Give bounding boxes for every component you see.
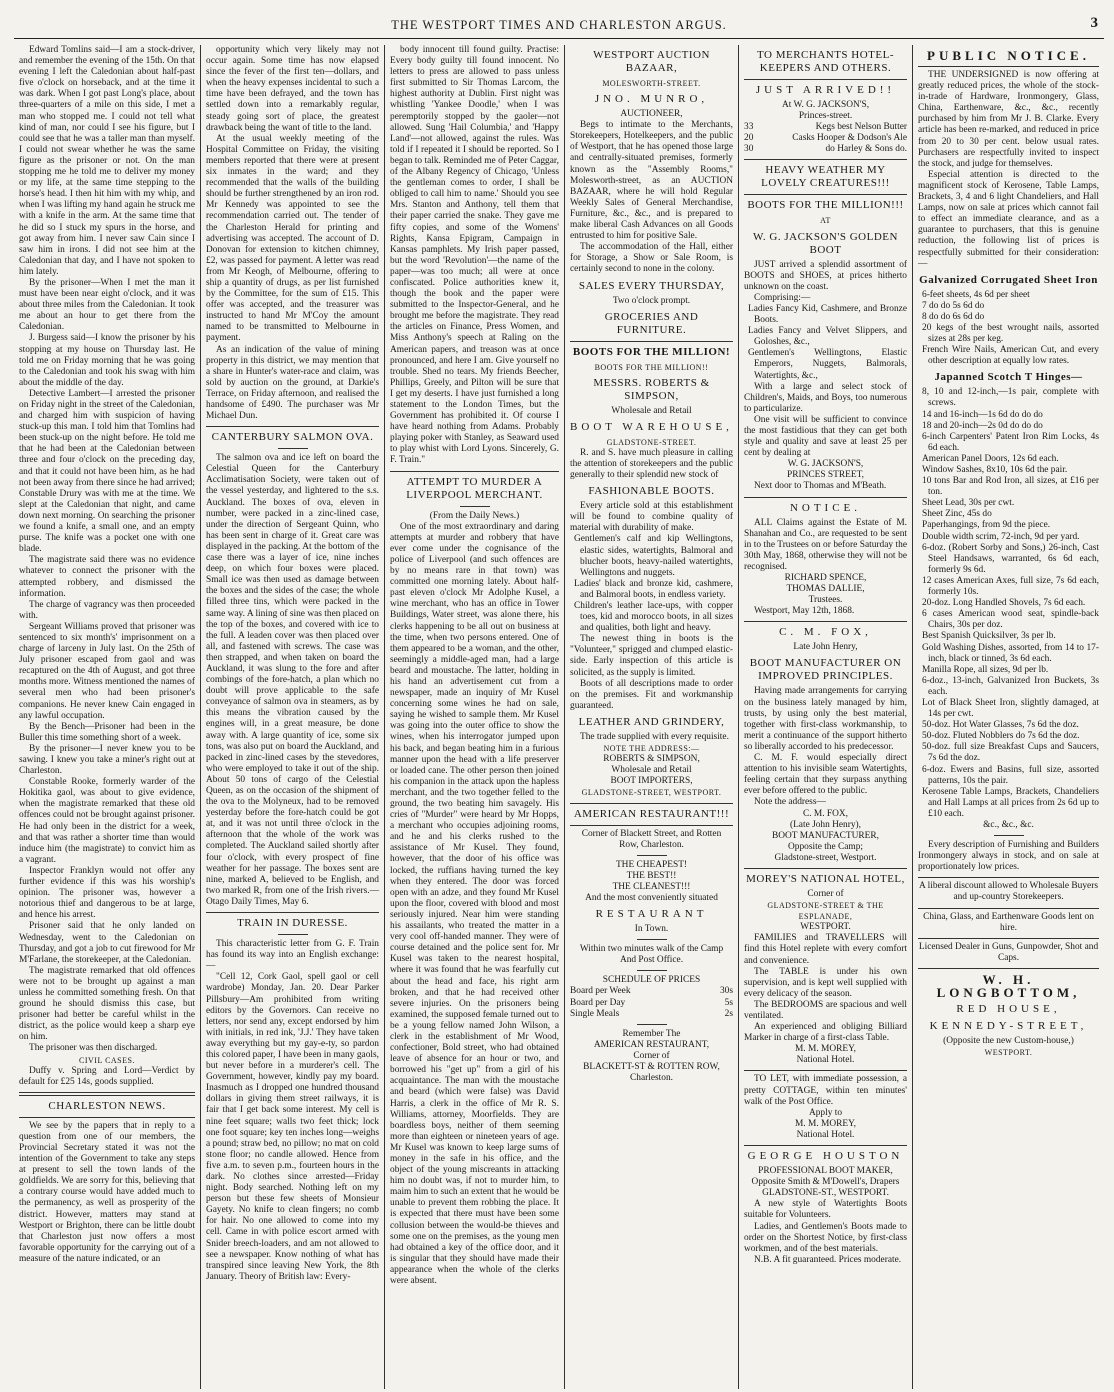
ad-line: A liberal discount allowed to Wholesale Buyers and up-country Storekeepers. (919, 881, 1098, 903)
ad-body: The accommodation of the Hall, either for Storage, a Show or Sale Room, is certainly second to none in the colony. (570, 242, 733, 275)
column-6 (912, 45, 1104, 1389)
ad-body: ALL Claims against the Estate of M. Shanahan and Co., are requested to be sent in to the Trustees on or before Saturday the 30th May, 1868, otherwise they will not be recognised. (744, 517, 907, 572)
paragraph: opportunity which very likely may not occur again. Some time has now elapsed since the fever of the first ten—dollars, and when the heavy expenses incidental to such a time have been defrayed, and the town has settled down into a remarkably regular, steady going sort of place, the greatest drawback being the want of title to the land. (206, 45, 379, 133)
ad-body: The newest thing in boots is the "Volunteer," sprigged and clumped elastic-side. Early inspection of this article is solicited, as the supply is limited. (570, 634, 733, 678)
divider (637, 855, 667, 856)
ad-body: Westport, May 12th, 1868. (754, 606, 855, 617)
ad-line: W. G. JACKSON'S, (787, 459, 864, 470)
divider (744, 1145, 907, 1146)
ad-line: THOMAS DALLIE, (786, 584, 865, 595)
ad-body: R. and S. have much pleasure in calling the attention of storekeepers and the public generally to their splendid new stock of (570, 447, 733, 481)
ad-line: M. M. MOREY, (794, 1044, 857, 1055)
ad-line: GLADSTONE-STREET & THE ESPLANADE, (767, 901, 884, 922)
column-4 (564, 45, 738, 1389)
ad-line: ROBERTS & SIMPSON, (603, 754, 700, 765)
ad-line: GLADSTONE-STREET, WESTPORT. (581, 788, 722, 798)
stock-desc: do Harley & Sons do. (825, 144, 907, 155)
ad-body: C. M. F. would especially direct attention to his invisible seam Watertights, feeling certain that they surpass anything ever before offered to the public. (744, 753, 907, 797)
ad-line: THE CLEANEST!!! (612, 881, 691, 892)
ad-line: Corner of Blackett Street, and Rotten (581, 828, 722, 839)
column-2 (200, 45, 384, 1389)
ad-name: MESSRS. ROBERTS & SIMPSON, (593, 376, 710, 402)
page-title: THE WESTPORT TIMES AND CHARLESTON ARGUS. (391, 18, 727, 32)
price-item: 6-doz., 13-inch, Galvanized Iron Buckets, 3s each. (922, 675, 1099, 697)
price-item: 8, 10 and 12-inch,—1s pair, complete with screws. (922, 387, 1099, 409)
ad-name: JNO. MUNRO, (594, 93, 709, 106)
price-item: 50-doz. Hot Water Glasses, 7s 6d the doz. (922, 720, 1079, 731)
ad-line: Trustees. (808, 595, 843, 606)
ad-line: Gladstone-street, Westport. (774, 852, 877, 863)
price-item: 6-doz. Ewers and Basins, full size, assorted patterns, 10s the pair. (922, 764, 1099, 786)
ad-line: THE CHEAPEST! (615, 859, 688, 870)
ad-line: GROCERIES AND FURNITURE. (604, 310, 699, 336)
divider (278, 448, 308, 449)
price-item: 6-feet sheets, 4s 6d per sheet (922, 289, 1030, 300)
divider (918, 968, 1099, 969)
divider (390, 471, 559, 472)
ad-line: (Opposite the new Custom-house,) (943, 1035, 1074, 1046)
ad-item: Ladies Fancy and Velvet Slippers, and Goloshes, &c., (748, 326, 907, 348)
divider (744, 497, 907, 498)
subheading: CIVIL CASES. (79, 1055, 135, 1065)
price-item: Best Spanish Quicksilver, 3s per lb. (922, 631, 1056, 642)
section-heading: CANTERBURY SALMON OVA. (211, 431, 374, 444)
ad-line: &c., &c., &c. (983, 820, 1034, 830)
ad-line: National Hotel. (796, 1055, 855, 1066)
ad-item: Children's leather lace-ups, with copper toes, kid and morocco boots, in all sizes and qualities, both light and heavy. (574, 601, 733, 634)
ad-body: The TABLE is under his own supervision, and is kept well supplied with every delicacy of the season. (744, 966, 907, 999)
ad-line: BLACKETT-ST & ROTTEN ROW, (583, 1062, 720, 1072)
ad-line: And Post Office. (619, 955, 684, 966)
paragraph: body innocent till found guilty. Practise: Every body guilty till found innocent. No letters to press are allowed to pass unless first submitted to Sir Thomas Larcom, the highest authority at Dublin. First night was whistling 'Yankee Doodle,' when I was peremptorily stopped by the gaoler—not allowed. Sung 'Hail Columbia,' and 'Happy Land'—not allowed, against the rules. Was told if I repeated it I should be reported. So I began to talk. Reminded me of Peter Caggar, of the Albany Regency of Chicago, 'Unless the gentleman comes to order, I shall be obliged to call him to name.' Should you see Mrs. Stanton and Anthony, tell them that their paper carried the snake. They gave me fifty copies, and some of the Womens' Rights, Kansa Epigram, Campaign in Kansas pamphlets. My Irish paper passed, but the word 'Revolution'—the name of the paper—was too much; all were at once confiscated. Police authorities knew it, though the book and the paper were submitted to the Inspector-General, and he brought me before the magistrate. They read the articles on Finance, Press Women, and Miss Anthony's speech at Raling on the American papers, and treason was at once pronounced, and here I am. Give yourself no trouble. Shed no tears. My friends Beecher, Phillips, Greely, and Pilton will be sure that I get my deserts. I have just furnished a long statement to the London Times, but the Government has prohibited it. Of course I have heard nothing from Adams. Probably playing poker with Stanley, as Seaward used to play whist with Lord Lyons. Sincerely, G. F. Train." (390, 45, 559, 466)
stock-qty: 33 (744, 122, 754, 133)
ad-line: At W. G. JACKSON'S, (781, 100, 870, 110)
page-number: 3 (1090, 15, 1098, 31)
paragraph: As an indication of the value of mining property in this district, we may mention that a share in Hunter's water-race and claim, was sold by auction on the ground, at Darkie's Terrace, on Friday afternoon, and realised the handsome of £490. The purchaser was Mr Michael Dun. (206, 344, 379, 422)
ad-heading: WESTPORT AUCTION BAZAAR, (593, 49, 710, 74)
ad-line: WESTPORT. (984, 1048, 1033, 1058)
ad-subheading: Galvanized Corrugated Sheet Iron (919, 273, 1098, 286)
ad-line: BOOT MANUFACTURER, (772, 830, 879, 841)
stock-qty: 20 (744, 133, 754, 144)
paragraph: The magistrate remarked that old offences were not to be brought up against a man unless he committed something fresh. On that ground he should dismiss this case, but prisoner had better be careful whilst in the district, as the police would keep a sharp eye on him. (19, 965, 195, 1043)
ad-heading: BOOT MANUFACTURER ON IMPROVED PRINCIPLES. (749, 657, 902, 683)
price-value: 30s (719, 986, 733, 997)
ad-heading: AMERICAN RESTAURANT!!! (573, 807, 730, 820)
ad-body: Every description of Furnishing and Builders Ironmongery always in stock, and on sale at proportionately low prices. (918, 840, 1099, 873)
stock-row (744, 122, 907, 133)
price-item: Double width scrim, 72-inch, 9d per yard. (922, 531, 1080, 542)
ad-line: M. M. MOREY, (794, 1118, 857, 1129)
ad-line: LEATHER AND GRINDERY, (578, 715, 725, 728)
section-heading: CHARLESTON NEWS. (48, 1099, 166, 1112)
ad-body: FAMILIES and TRAVELLERS will find this Hotel replete with every comfort and convenience. (744, 933, 907, 966)
ad-line: RESTAURANT (595, 908, 708, 921)
stock-row (744, 133, 907, 144)
ad-line: Late John Henry, (793, 642, 858, 653)
divider (637, 1024, 667, 1025)
price-item: Paperhangings, from 9d the piece. (922, 520, 1051, 531)
ad-body: The trade supplied with every requisite. (580, 731, 729, 742)
ad-subheading: MOLESWORTH-STREET. (602, 79, 701, 88)
divider (994, 835, 1024, 836)
ad-line: AT (820, 216, 831, 226)
price-item: 6-inch Carpenters' Patent Iron Rim Locks, 4s 6d each. (922, 431, 1099, 453)
divider (460, 506, 490, 507)
ad-item: Ladies Fancy Kid, Cashmere, and Bronze Boots. (748, 303, 907, 326)
divider (278, 934, 308, 935)
ad-line: SALES EVERY THURSDAY, (578, 279, 725, 292)
divider (918, 66, 1099, 67)
price-item: 50-doz. Fluted Nobblers do 7s 6d the doz. (922, 731, 1080, 742)
divider (918, 877, 1099, 878)
ad-subheading: BOOTS FOR THE MILLION!! (594, 362, 709, 372)
paragraph: J. Burgess said—I know the prisoner by his stopping at my house on Thursday last. He told me on Friday morning that he was going to the Caledonian and took his swag with him about the middle of the day. (19, 333, 195, 388)
paragraph: By the prisoner—I never knew you to be sawing. I knew you take a miner's right out at Charleston. (19, 743, 195, 777)
ad-line: Corner of (807, 888, 844, 899)
paragraph: We see by the papers that in reply to a question from one of our members, the Provincial Secretary stated it was not the intention of the Government to take any steps at present to sell the town lands of the goldfields. We are sorry for this, believing that a contrary course would have added much to the permanency, as well as prosperity of the district. However, matters may stand at Westport or Brighton, there can be little doubt that Charleston just now offers a most favorable opportunity for the carrying out of a measure of the nature indicated, or an (19, 1120, 195, 1264)
ad-line: Princes-street. (798, 111, 853, 122)
price-item: 50-doz. full size Breakfast Cups and Saucers, 7s 6d the doz. (922, 742, 1099, 764)
price-row (570, 986, 733, 997)
ad-line: C. M. FOX, (802, 808, 849, 819)
paragraph: The charge of vagrancy was then proceeded with. (19, 599, 195, 621)
price-item: Kerosene Table Lamps, Brackets, Chandeliers and Hall Lamps at all prices from 2s 6d up to £10 each. (922, 786, 1099, 819)
stock-desc: Casks Hooper & Dodson's Ale (792, 133, 907, 144)
paragraph: Inspector Franklyn would not offer any further evidence if this was his worship's opinion. The prisoner was, however a notorious thief and dangerous to be at large, and hence his arrest. (19, 865, 195, 921)
divider (744, 621, 907, 622)
ad-line: Opposite Smith & M'Dowell's, Drapers (751, 1177, 900, 1188)
paragraph: Duffy v. Spring and Lord—Verdict by default for £25 14s, goods supplied. (19, 1065, 195, 1087)
ad-line: (Late John Henry), (789, 819, 862, 830)
price-item: American Panel Doors, 12s 6d each. (922, 453, 1059, 464)
divider (744, 79, 907, 80)
paragraph: Constable Rooke, formerly warder of the Hokitika gaol, was about to give evidence, when the magistrate remarked that these old offences could not be brought against prisoner. He had only been in the district for a week, and that was rather a shorter time than would induce him (the magistrate) to convict him as a vagrant. (19, 777, 195, 865)
divider (570, 341, 733, 342)
ad-line: Opposite the Camp; (788, 841, 863, 852)
divider (918, 938, 1099, 939)
ad-line: GLADSTONE-STREET. (606, 437, 697, 447)
divider (744, 159, 907, 160)
ad-line: PRINCES STREET, (787, 470, 864, 481)
ad-item: Ladies' black and bronze kid, cashmere, and Balmoral boots, in endless variety. (574, 578, 733, 600)
price-item: 18 and 20-inch—2s 0d do do do (922, 420, 1043, 431)
price-row (570, 1009, 733, 1020)
ad-body: The BEDROOMS are spacious and well ventilated. (744, 999, 907, 1021)
ad-body: Begs to intimate to the Merchants, Storekeepers, Hotelkeepers, and the public of Westport, that he has opened those large and centrally-situated premises, formerly known as the "Assembly Rooms," Molesworth-street, as an AUCTION BAZAAR, where he will hold Regular Weekly Sales of General Merchandise, Furniture, &c., &c., and is prepared to make liberal Cash Advances on all Goods entrusted to him for positive Sale. (570, 120, 733, 242)
ad-body: JUST arrived a splendid assortment of BOOTS and SHOES, at prices hitherto unknown on the coast. (744, 259, 907, 292)
paragraph: At the usual weekly meeting of the Hospital Committee on Friday, the visiting members reported that there were at present six inmates in the ward; and they recommended that the walls of the building should be further strengthened by an iron rod. Mr Kennedy was appointed to see the recommendation carried out. The tender of the Charleston Herald for printing and advertising was accepted. The account of D. Donovan for extension to kitchen chimney, £2, was passed for payment. A letter was read from Mr Keogh, of Melbourne, offering to ship a quantity of drugs, as per list furnished by the Committee, for the sum of £15. This offer was accepted, and the treasurer was instructed to hand Mr M'Coy the amount named to be transmitted to Melbourne in payment. (206, 133, 379, 344)
divider (918, 908, 1099, 909)
ad-line: BOOT WAREHOUSE, (570, 420, 733, 433)
price-label: Board per Day (570, 997, 626, 1008)
price-item: 8 do do 6s 6d do (922, 311, 985, 322)
price-item: 20-doz. Long Handled Shovels, 7s 6d each. (922, 598, 1086, 609)
ad-line: Remember The (622, 1028, 681, 1039)
price-item: Manilla Rope, all sizes, 9d per lb. (922, 664, 1049, 675)
price-label: Single Meals (570, 1008, 620, 1019)
paragraph: One of the most extraordinary and daring attempts at murder and robbery that have ever come under the cognisance of the police of Liverpool (and such offences are by no means rare in that town) was committed one morning lately. About half-past eleven o'clock Mr Adolphe Kusel, a wine merchant, who has an office in Tower Buildings, Water street, was alone there, his clerks happening to be all out on business at the time, when two persons entered. One of them appeared to be a woman, and the other, seemingly a middle-aged man, had a large beard and moustache. The latter, holding in his hand an advertisement cut from a newspaper, made an inquiry of Mr Kusel concerning some wines he had on sale, saying he wished to sample them. Mr Kusel was going into the outer office to show the wines, when his interrogator jumped upon his back, and began beating him in a furious manner upon the head with a life preserver or loaded cane. The other person then joined his companion in the attack upon the hapless merchant, and the two together felled to the ground, the two beating him savagely. His cries of "Murder" were heard by Mr Hopps, a merchant who occupies adjoining rooms, and he and his clerks rushed to the assistance of Mr Kusel. They found, however, that the door of his office was locked, the ruffians having turned the key when they entered. The door was forced open with an adze, and they found Mr Kusel upon the floor, covered with blood and most seriously injured. Near him were standing his assailants, who treated the matter in a very cool off-handed manner. They were of course detained and the police sent for. Mr Kusel was taken to the nearest hospital, where it was found that he was fearfully cut about the head and face, his right arm broken, and that he had received other severe injuries. On the prisoners being examined, the supposed female turned out to be a young fellow named John Wilson, a clerk in the establishment of Mr Wood, confectioner, Bold street, who had obtained leave of absence for an hour or two, and borrowed his "get up" from a girl of his acquaintance. The man with the moustache and beard (which were false) was David Harris, a clerk in the office of Mr R. S. Williams, attorney, Moorfields. They are boardless boys, neither of them seeming more than eighteen or nineteen years of age. Mr Kusel was known to keep large sums of money in the safe in his office, and the object of the young miscreants in attacking him no doubt was, if not to murder him, to maim him to such an extent that he would be unable to prevent them robbing the place. It is expected that there must have been some collusion between the would-be thieves and some one on the premises, as the young men had obtained a key of the office door, and it is singular that they should have made their appearance when the whole of the clerks were absent. (390, 521, 559, 1287)
price-item: 12 cases American Axes, full size, 7s 6d each, formerly 10s. (922, 575, 1099, 598)
paragraph: By the Bench—Prisoner had been in the Buller this time something short of a week. (19, 721, 195, 743)
price-item: Gold Washing Dishes, assorted, from 14 to 17-inch, black or tinned, 3s 6d each. (922, 642, 1099, 664)
ad-body: THE UNDERSIGNED is now offering at greatly reduced prices, the whole of the stock-in-trade of Hardware, Ironmongery, Glass, China, Earthenware, &c., &c., recently purchased by him from Mr J. B. Clarke. Every article has been re-marked, and reduced in price from 20 to 30 per cent. below usual rates. Purchasers are respectfully invited to inspect the stock, and judge for themselves. (918, 70, 1099, 169)
ad-line: Corner of (633, 1050, 670, 1061)
ad-line: AMERICAN RESTAURANT, (593, 1039, 710, 1050)
ad-body: N.B. A fit guaranteed. Prices moderate. (754, 1254, 902, 1265)
divider (637, 970, 667, 971)
price-item: Lot of Black Sheet Iron, slightly damaged, at 14s per cwt. (922, 697, 1099, 720)
paragraph: By the prisoner—When I met the man it must have been near eight o'clock, and it was about three miles from the Caledonian. It took me about an hour to get there from the Caledonian. (19, 277, 195, 333)
ad-name: W. H. LONGBOTTOM, (936, 971, 1081, 1000)
price-item: 6 cases American wood seat, spindle-back Chairs, 30s per doz. (922, 609, 1099, 631)
price-item: 10 tons Bar and Rod Iron, all sizes, at £16 per ton. (922, 476, 1099, 498)
divider (744, 1070, 907, 1071)
price-item: Window Sashes, 8x10, 10s 6d the pair. (922, 465, 1068, 475)
ad-heading: NOTICE. (789, 501, 862, 514)
ad-heading: HEAVY WEATHER MY LOVELY CREATURES!!! (761, 164, 890, 190)
ad-body: One visit will be sufficient to convince the most fastidious that they can get both style and quality and save at least 25 per cent by dealing at (744, 414, 907, 459)
price-item: 6-doz. (Robert Sorby and Sons,) 26-inch, Cast Steel Handsaws, warranted, 6s 6d each, formerly 9s 6d. (922, 542, 1099, 575)
ad-item: Gentlemen's Wellingtons, Elastic Emperors, Nuggets, Balmorals, Watertights, &c., (748, 348, 907, 381)
section-heading: TRAIN IN DURESSE. (237, 917, 348, 930)
divider (19, 1092, 195, 1096)
ad-body: A new style of Watertights Boots suitable for Volunteers. (744, 1199, 907, 1221)
ad-heading: MOREY'S NATIONAL HOTEL, (746, 872, 905, 885)
ad-line: NOTE THE ADDRESS:— (603, 744, 700, 754)
ad-line: RICHARD SPENCE, (784, 573, 867, 583)
ad-body: Every article sold at this establishment will be found to combine quality of material with durability of make. (570, 501, 733, 534)
divider (206, 912, 379, 913)
ad-body: Comprising:— (754, 292, 811, 303)
ad-line: China, Glass, and Earthenware Goods lent on hire. (923, 911, 1094, 933)
ad-body: An experienced and obliging Billiard Marker in charge of a first-class Table. (744, 1022, 907, 1044)
ad-body: Having made arrangements for carrying on the business lately managed by him, trusts, by using only the best material, together with first-class workmanship, to merit a continuance of the support hitherto so liberally accorded to his predecessor. (744, 686, 907, 752)
price-label: Board per Week (570, 986, 631, 997)
ad-line: National Hotel. (796, 1129, 855, 1140)
ad-heading: C. M. FOX, (779, 626, 872, 639)
ad-title: AUCTIONEER, (620, 109, 683, 120)
stock-desc: Kegs best Nelson Butter (815, 122, 907, 133)
ad-body: Boots of all descriptions made to order on the premises. Fit and workmanship guaranteed. (570, 678, 733, 711)
ad-body: Especial attention is directed to the magnificent stock of Kerosene, Table Lamps, Brackets, 3, 4 and 6 light Chandeliers, and Hall Lamps, now on sale at prices which cannot fail to effect an immediate clearance, and as a guarantee to purchasers, that this is genuine reduction, the following list of prices is respectfully submitted for their consideration:— (918, 169, 1099, 269)
ad-line: In Town. (634, 924, 669, 935)
ad-line: Wholesale and Retail (611, 405, 692, 416)
ad-line: And the most conveniently situated (585, 892, 718, 903)
ad-body: Next door to Thomas and M'Beath. (754, 481, 887, 492)
paragraph: Prisoner said that he only landed on Wednesday, went to the Caledonian on Thursday, and got a job to cut firewood for Mr M'Farlane, the storekeeper, at the Caledonian. (19, 921, 195, 965)
column-5 (738, 45, 912, 1389)
column-3 (384, 45, 564, 1389)
paragraph: Sergeant Williams proved that prisoner was sentenced to six month's' imprisonment on a charge of larceny in July last. On the 25th of July prisoner escaped from gaol and was recaptured on the 4th of August, and got three months more. Witness mentioned the names of several men who had been prisoner's companions. He never knew Cain engaged in any lawful occupation. (19, 621, 195, 721)
ad-line: RED HOUSE, (956, 1002, 1061, 1015)
ad-line: BOOT IMPORTERS, (610, 776, 693, 787)
price-item: 20 kegs of the best wrought nails, assorted sizes at 28s per keg. (922, 322, 1099, 345)
divider (570, 825, 733, 826)
paragraph: Edward Tomlins said—I am a stock-driver, and remember the evening of the 15th. On that evening I left the Caledonian about half-past five o'clock on horseback, and at the time it was dark. When I got past Long's place, about three-quarters of a mile on this side, I met a man who stopped me. I could not tell what kind of man, nor could I see his figure, but I could see that he was a taller man than myself. I could not swear whether he was the same figure as the prisoner or not. On the man stopping me he told me to deliver my money or my life, at the same time stepping to the horse's head. I then hit him with my whip, and when I was lifting my hand again he struck me with a knife in the arm. At the same time that he did so I stuck my spurs in the horse, and got away from him. I never saw Cain since I saw him in irons. I did not see him at the Caledonian that day, and I have not spoken to him lately. (19, 45, 195, 277)
ad-line: PROFESSIONAL BOOT MAKER, (758, 1166, 893, 1177)
ad-line: THE BEST!! (626, 870, 677, 881)
ad-line: FASHIONABLE BOOTS. (588, 485, 715, 498)
price-value: 5s (724, 997, 733, 1008)
ad-line: WESTPORT. (800, 922, 851, 933)
divider (744, 868, 907, 869)
paragraph: This characteristic letter from G. F. Train has found its way into an English exchange:— (206, 939, 379, 972)
ad-line: Two o'clock prompt. (612, 295, 691, 306)
ad-heading: BOOTS FOR THE MILLION! (572, 345, 731, 358)
divider (637, 939, 667, 940)
ad-heading: BOOTS FOR THE MILLION!!! (747, 199, 904, 212)
stock-qty: 30 (744, 144, 754, 155)
ad-line: GLADSTONE-ST., WESTPORT. (762, 1188, 889, 1199)
ad-body: TO LET, with immediate possession, a pretty COTTAGE, within ten minutes' walk of the Post Office. (744, 1074, 907, 1107)
price-item: French Wire Nails, American Cut, and every other description at equally low rates. (922, 345, 1099, 367)
column-1 (14, 45, 200, 1389)
stock-row (744, 144, 907, 155)
source-line: (From the Daily News.) (429, 510, 520, 521)
ad-line: Wholesale and Retail (611, 765, 692, 776)
divider (570, 803, 733, 804)
ad-item: Gentlemen's calf and kip Wellingtons, elastic sides, watertights, Balmoral and blucher boots, heavy-nailed watertights, Wellingtons and nuggets. (574, 534, 733, 578)
ad-body: With a large and select stock of Children's, Maids, and Boys, too numerous to particularize. (744, 381, 907, 414)
ad-line: Charleston. (630, 1073, 673, 1084)
ad-line: Within two minutes walk of the Camp (579, 944, 724, 955)
price-item: 14 and 16-inch—1s 6d do do do (922, 409, 1043, 420)
ad-line: Licensed Dealer in Guns, Gunpowder, Shot and Caps. (918, 941, 1099, 963)
price-value: 2s (724, 1008, 733, 1019)
masthead (14, 14, 1104, 39)
paragraph: The prisoner was then discharged. (29, 1043, 158, 1054)
price-item: 7 do do 5s 6d do (922, 300, 985, 311)
ad-line: Row, Charleston. (619, 839, 684, 850)
paragraph: The magistrate said there was no evidence whatever to connect the prisoner with the attempted robbery, and dismissed the information. (19, 555, 195, 599)
ad-heading: PUBLIC NOTICE. (927, 48, 1090, 63)
divider (744, 194, 907, 195)
divider (19, 1117, 195, 1118)
divider (206, 426, 379, 427)
ad-subheading: Japanned Scotch T Hinges— (934, 371, 1083, 384)
price-row (570, 998, 733, 1009)
ad-heading: JUST ARRIVED!! (755, 84, 896, 96)
ad-line: KENNEDY-STREET, (929, 1019, 1088, 1032)
ad-body: Note the address— (754, 797, 826, 808)
paragraph: Detective Lambert—I arrested the prisoner on Friday night in the street of the Caledonian, and charged him with suspicion of having stuck-up this man. I told him that Tomlins had been stuck-up on the night before. He told me that he had been at the Caledonian between three and four o'clock on the preceding day, and that it could not have been him, as he had not been away from there since he had arrived; Constable Drury was with me at the time. We slept at the Caledonian that night, and came down next morning. On searching the prisoner we found a knife, a small one, and an empty purse. The knife was a pocket one with one blade. (19, 388, 195, 555)
ad-line: Apply to (808, 1107, 843, 1118)
price-item: Sheet Zinc, 45s do (922, 509, 992, 520)
ad-heading: W. G. JACKSON'S GOLDEN BOOT (753, 230, 898, 256)
ad-body: Ladies, and Gentlemen's Boots made to order on the Shortest Notice, by first-class workmen, and of the best materials. (744, 1221, 907, 1254)
ad-heading: TO MERCHANTS HOTEL-KEEPERS AND OTHERS. (756, 49, 894, 74)
ad-heading: GEORGE HOUSTON (747, 1150, 904, 1163)
paragraph: The salmon ova and ice left on board the Celestial Queen for the Canterbury Acclimatisation Society, were taken out of the vessel yesterday, and lightered to the s.s. Auckland. The boxes of ova, eleven in number, were packed in a zinc-lined case, under the direction of Sergeant Quinn, who has been sent in charge of it. Great care was displayed in the packing. At the bottom of the case there was a layer of ice, nine inches deep, on which four boxes were placed. Small ice was then used as damage between the boxes and the sides of the case; the whole filled three tins, which were packed in the same way. A lining of sine was then placed on the top of the boxes, and covered with ice to the full. A leaden cover was then placed over all, and fastened with screws. The case was then strapped, and when taken on board the Auckland, it was slung to the fore and after combings of the fore-hatch, a plan which no doubt will prove applicable to the safe conveyance of salmon ova in steamers, as by this means the vibration caused by the engines will, in a great measure, be done away with. A large quantity of ice, some six tons, was also put on board the Auckland, and packed in zinc-lined cases by the stevedores, who were employed to take it out of the ship. About 50 tons of cargo of the Celestial Queen, as on the occasion of the shipment of the ova to the Molyneux, had to be removed yesterday before the fore-hatch could be got at, and it was not until three o'clock in the afternoon that the whole of the work was completed. The Auckland sailed shortly after four o'clock, with every prospect of fine weather for her passage. The boxes sent are nine, marked A, believed to be English, and two marked R, from one of the Irish rivers.—Otago Daily Times, May 6. (206, 453, 379, 907)
price-item: Sheet Lead, 30s per cwt. (922, 498, 1015, 509)
paragraph: "Cell 12, Cork Gaol, spell gaol or cell wardrobe) Monday, Jan. 20. Dear Parker Pillsbury—Am prohibited from writing editors by the Governors. Can receive no letters, nor send any, except endorsed by him with initials, in red ink, 'J.J.' They have taken away everything but my gay-e-ty, so pardon this colored paper, I have been in many gaols, but never before in a murderer's cell. The Government, however, kindly pay my board. Inasmuch as I dropped one hundred thousand dollars in giving them street railways, it is fair that I get back some interest. My cell is nine feet square; walls two feet thick; lock one foot square; key ten inches long—weighs a pound; straw bed, no pillow; no mat on cold stone floor; no candle allowed. Hence from five a.m. to seven p.m., fourteen hours in the dark. No clothes since arrested—Friday night. Body searched. Nothing left on my person but these few sheets of Monsieur Gayety. No knife to clean fingers; no comb for hair. No one allowed to come into my cell. Came in with police escort armed with Snider breech-loaders, and am not allowed to see a newspaper. Know nothing of what has transpired since leaving New York, the 8th January. Theory of British law: Every- (206, 972, 379, 1282)
ad-line: SCHEDULE OF PRICES (602, 975, 701, 986)
section-heading: ATTEMPT TO MURDER A LIVERPOOL MERCHANT. (406, 475, 543, 501)
